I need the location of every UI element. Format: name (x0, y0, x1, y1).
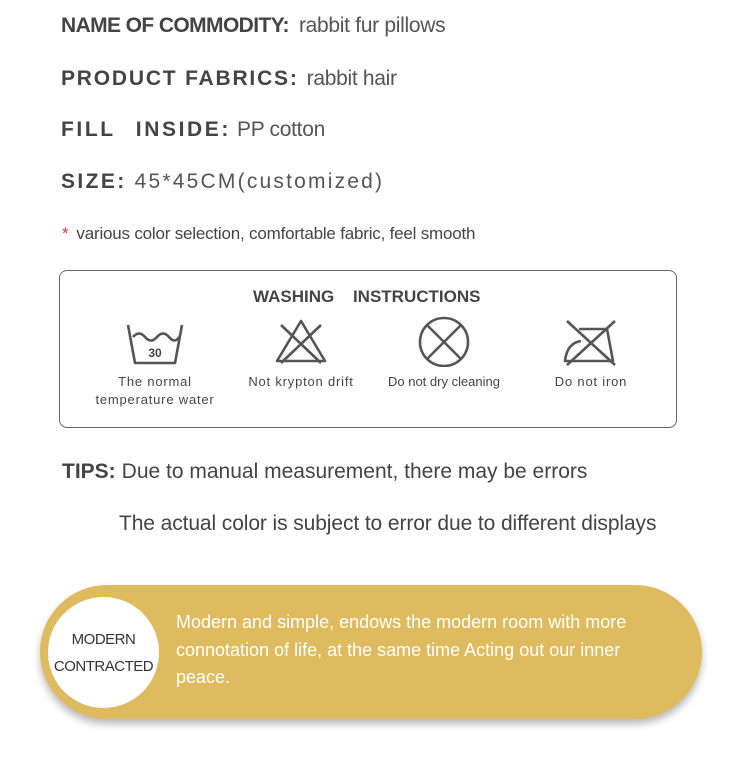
banner-description: Modern and simple, endows the modern room with more connotation of life, at the same time Acting out our inner peace. (176, 612, 627, 687)
wash-item-normal-temperature (80, 313, 230, 409)
washtub-30-icon (124, 313, 186, 367)
tips-line-1 (62, 460, 587, 484)
badge-line-2: CONTRACTED (53, 657, 154, 675)
feature-note-text: various color selection, comfortable fabric, feel smooth (76, 224, 476, 243)
wash-label-normal-temperature: The normal temperature water (95, 374, 215, 407)
spec-commodity-value: rabbit fur pillows (298, 14, 446, 37)
wash-label-no-dry-clean: Do not dry cleaning (387, 374, 500, 389)
wash-label-no-iron: Do not iron (554, 374, 628, 389)
no-bleach-icon (273, 313, 329, 367)
spec-size (61, 170, 384, 194)
no-dry-clean-icon (416, 313, 472, 367)
wash-temperature: 30 (148, 346, 162, 360)
spec-commodity (61, 14, 445, 38)
modern-contracted-banner (40, 585, 702, 719)
tips-key: TIPS: (62, 460, 116, 483)
tips-line-2: The actual color is subject to error due to different displays (119, 512, 657, 535)
spec-fabrics (61, 67, 397, 91)
spec-commodity-key: NAME OF COMMODITY: (61, 14, 289, 37)
spec-fabrics-key: PRODUCT FABRICS: (61, 67, 299, 90)
feature-note (62, 224, 475, 244)
spec-fill (61, 118, 325, 142)
washing-instructions-box (59, 270, 677, 428)
no-iron-icon (561, 313, 621, 367)
badge-line-1: MODERN (71, 630, 136, 648)
banner-badge (48, 597, 159, 708)
asterisk: * (62, 224, 69, 243)
wash-label-no-bleach: Not krypton drift (248, 374, 354, 389)
wash-item-no-dry-clean (369, 313, 519, 391)
spec-fabrics-value: rabbit hair (306, 67, 397, 90)
wash-item-no-iron (516, 313, 666, 391)
spec-fill-value: PP cotton (236, 118, 325, 141)
spec-fill-key: FILL INSIDE: (61, 118, 231, 141)
spec-size-value: 45*45CM(customized) (134, 170, 385, 193)
tips-text-1: Due to manual measurement, there may be errors (121, 460, 588, 483)
washing-title: WASHING INSTRUCTIONS (253, 287, 481, 306)
spec-size-key: SIZE: (61, 170, 127, 193)
wash-item-no-bleach (226, 313, 376, 391)
